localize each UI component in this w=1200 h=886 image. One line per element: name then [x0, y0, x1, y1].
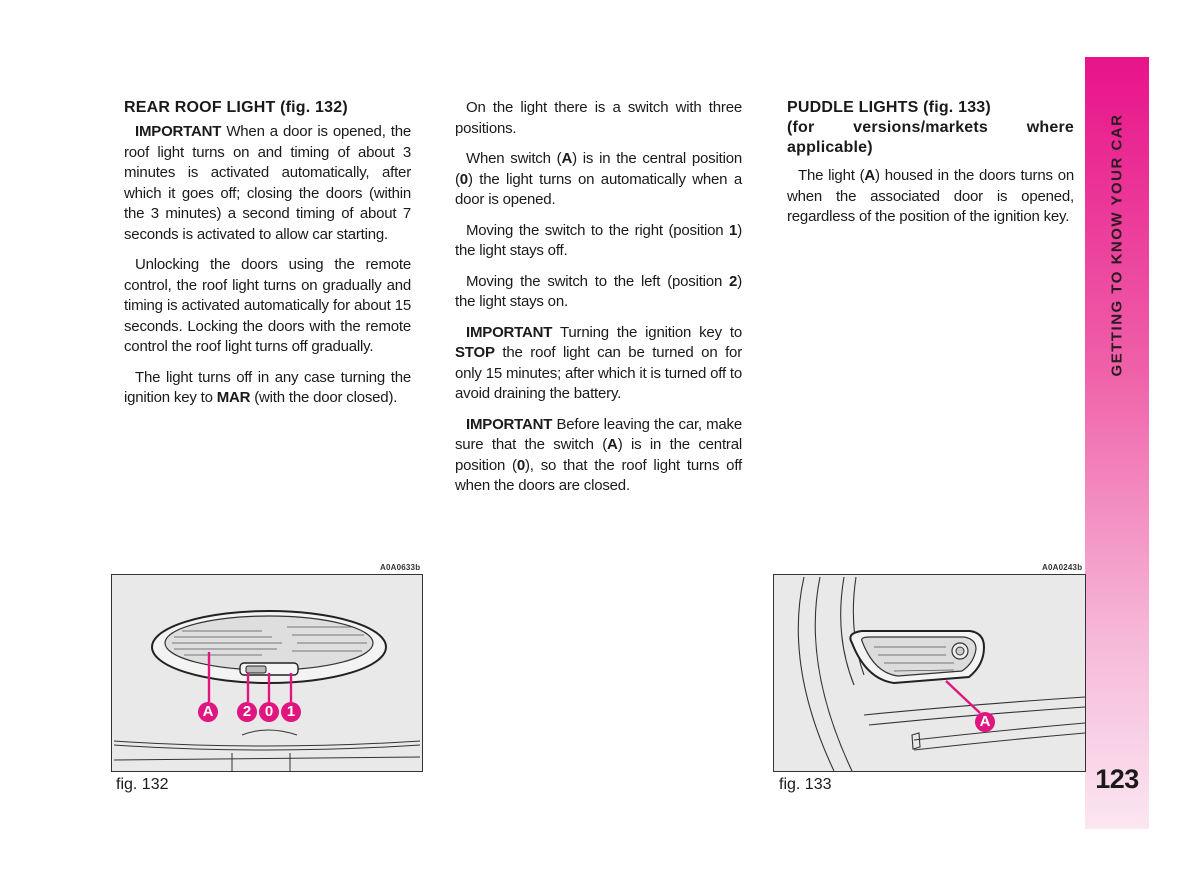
- marker-1: 1: [281, 702, 301, 722]
- column-rear-roof-light: [124, 98, 411, 419]
- heading-rear-roof-light: REAR ROOF LIGHT (fig. 132): [124, 99, 348, 116]
- column-switch-positions: [455, 98, 742, 507]
- paragraph: The light turns off in any case turning the ignition key to MAR (with the door closed).: [124, 368, 411, 406]
- puddle-light-illustration: [774, 575, 1085, 771]
- paragraph: On the light there is a switch with three positions.: [455, 99, 742, 137]
- roof-light-illustration: [112, 575, 422, 771]
- marker-2: 2: [237, 702, 257, 722]
- marker-a: A: [198, 702, 218, 722]
- paragraph: IMPORTANT Turning the ignition key to STOP the roof light can be turned on for only 15 minutes; after which it is turned off to avoid draining the battery.: [455, 323, 742, 402]
- heading-puddle-lights: PUDDLE LIGHTS (fig. 133) (for versions/markets where applicable): [787, 99, 1074, 156]
- figure-133-puddle-light: [773, 574, 1086, 772]
- paragraph: Moving the switch to the right (position 1) the light stays off.: [455, 221, 742, 259]
- column-puddle-lights: [787, 98, 1074, 238]
- paragraph: Moving the switch to the left (position 2) the light stays on.: [455, 272, 742, 310]
- figure-code: A0A0243b: [1042, 563, 1083, 572]
- paragraph: IMPORTANT When a door is opened, the roof light turns on and timing of about 3 minutes is activated automatically, after which it goes off; closing the doors (within the 3 minutes) a second timing of about 7 seconds is activated to allow car starting.: [124, 123, 411, 243]
- marker-0: 0: [259, 702, 279, 722]
- marker-a: A: [975, 712, 995, 732]
- paragraph: IMPORTANT Before leaving the car, make sure that the switch (A) is in the central position (0), so that the roof light turns off when the doors are closed.: [455, 415, 742, 494]
- paragraph: The light (A) housed in the doors turns on when the associated door is opened, regardless of the position of the ignition key.: [787, 167, 1074, 225]
- chapter-title: GETTING TO KNOW YOUR CAR: [1108, 113, 1126, 377]
- paragraph: Unlocking the doors using the remote control, the roof light turns on gradually and timing is activated automatically for about 15 seconds. Locking the doors with the remote control the roof light turns off gradually.: [124, 256, 411, 355]
- page-number: 123: [1095, 764, 1139, 794]
- figure-132-caption: fig. 132: [116, 776, 169, 793]
- important-label: IMPORTANT: [135, 123, 222, 140]
- figure-132-roof-light: [111, 574, 423, 772]
- paragraph: When switch (A) is in the central position (0) the light turns on automatically when a door is opened.: [455, 150, 742, 208]
- figure-code: A0A0633b: [380, 563, 421, 572]
- figure-133-caption: fig. 133: [779, 776, 832, 793]
